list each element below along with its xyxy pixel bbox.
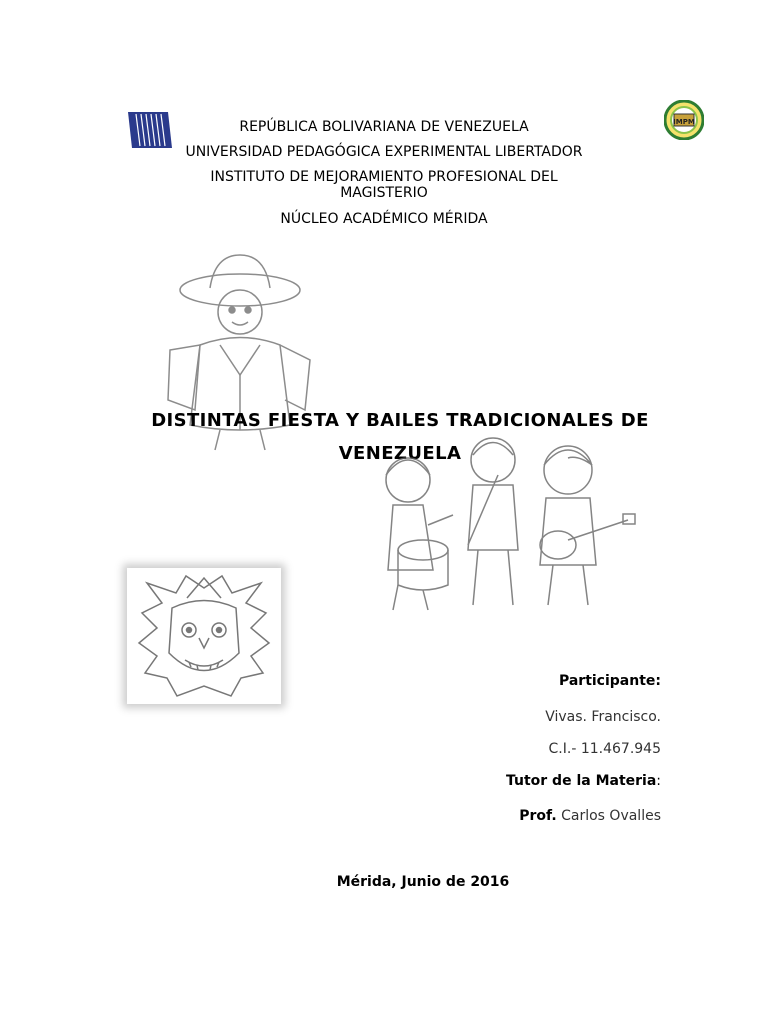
header-line-nucleo: NÚCLEO ACADÉMICO MÉRIDA (280, 211, 488, 227)
tutor-line (506, 772, 661, 790)
document-title-line1: DISTINTAS FIESTA Y BAILES TRADICIONALES DE (151, 410, 649, 431)
diablo-mask-illustration (127, 568, 281, 704)
professor-label: Prof. (519, 808, 557, 824)
participant-ci: C.I.- 11.467.945 (548, 741, 661, 757)
participant-label: Participante: (558, 673, 661, 689)
children-musicians-illustration (368, 420, 648, 620)
header-line-instituto: INSTITUTO DE MEJORAMIENTO PROFESIONAL DEL (210, 169, 558, 185)
tutor-colon: : (656, 773, 661, 789)
place-date: Mérida, Junio de 2016 (336, 874, 510, 890)
professor-line (519, 807, 661, 825)
header-line-republica: REPÚBLICA BOLIVARIANA DE VENEZUELA (239, 119, 529, 135)
tutor-label: Tutor de la Materia (505, 773, 657, 789)
header-line-magisterio: MAGISTERIO (340, 185, 428, 201)
document-title-line2: VENEZUELA (338, 443, 462, 464)
participant-name: Vivas. Francisco. (545, 709, 661, 725)
header-line-universidad: UNIVERSIDAD PEDAGÓGICA EXPERIMENTAL LIBERTADOR (185, 144, 583, 160)
professor-name: Carlos Ovalles (561, 808, 661, 824)
svg-text:IMPM: IMPM (673, 118, 695, 126)
